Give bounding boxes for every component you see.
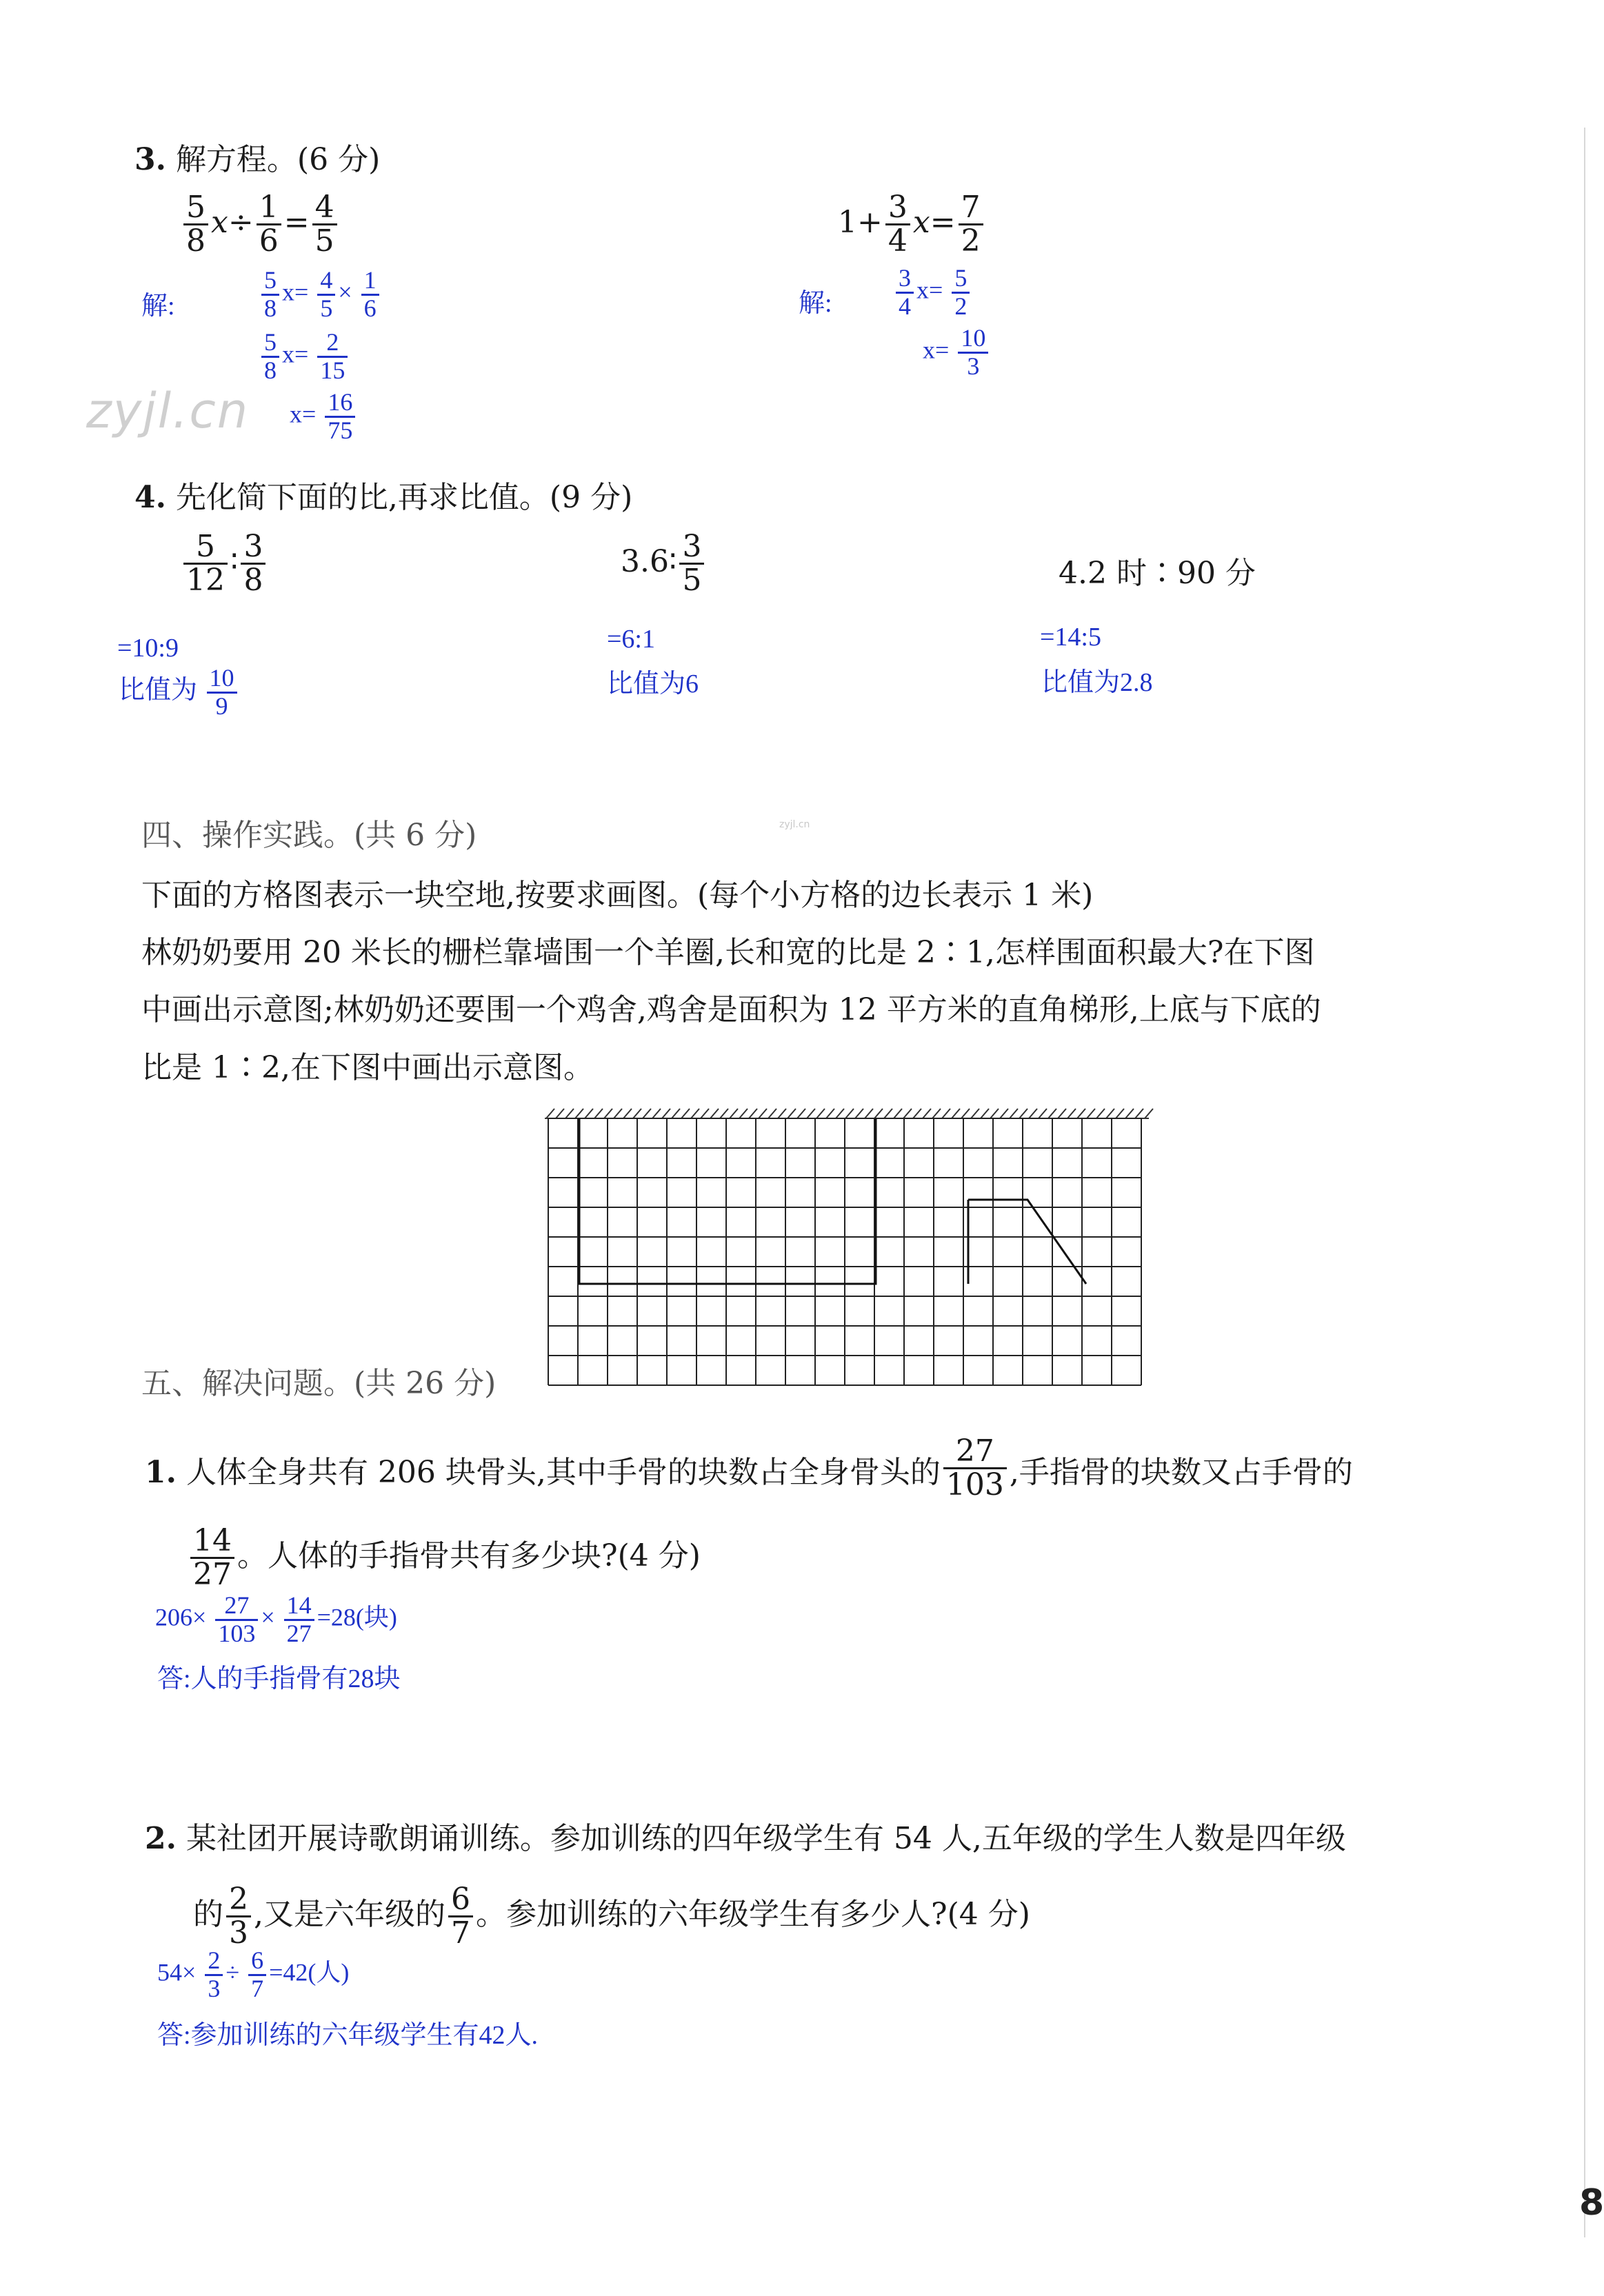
- wall-hatch-mark: [903, 1109, 912, 1118]
- wall-hatch-mark: [1077, 1109, 1085, 1118]
- wall-hatch-mark: [923, 1109, 931, 1118]
- q4-answer-3: =14:5: [1040, 623, 1101, 652]
- fraction: $\frac{3}{5}$: [679, 531, 704, 596]
- wall-hatch-mark: [778, 1109, 786, 1118]
- fraction: $\frac{1}{6}$: [257, 192, 281, 257]
- section-4-paragraph-1: 下面的方格图表示一块空地,按要求画图。(每个小方格的边长表示 1 米): [141, 878, 1094, 913]
- fraction: $\frac{5}{8}$: [183, 192, 208, 257]
- wall-hatch-mark: [546, 1109, 554, 1118]
- chicken-coop-trapezoid: [968, 1200, 1086, 1284]
- grid-lines: [548, 1118, 1141, 1385]
- wall-hatch-mark: [942, 1109, 950, 1118]
- wall-hatch-mark: [952, 1109, 960, 1118]
- wall-hatch-mark: [874, 1109, 883, 1118]
- fraction: $\frac{27}{103}$: [943, 1436, 1007, 1501]
- s5-q1-line1: 1. 人体全身共有 206 块骨头,其中手骨的块数占全身骨头的 $\frac{27}{103}$ ,手指骨的块数又占手骨的: [145, 1433, 1353, 1503]
- wall-hatch-mark: [768, 1109, 776, 1118]
- wall-hatch-mark: [633, 1109, 641, 1118]
- wall-hatch-mark: [730, 1109, 738, 1118]
- wall-hatch-mark: [1135, 1109, 1143, 1118]
- q3-answer-2-label: 解:: [799, 289, 832, 318]
- fraction: $\frac{27}{103}$: [215, 1593, 258, 1647]
- q4-heading: [134, 472, 632, 516]
- fraction: $\frac{2}{3}$: [226, 1884, 251, 1949]
- q4-value-1: 比值为 $\frac{10}{9}$: [119, 665, 240, 720]
- fraction: $\frac{3}{4}$: [885, 192, 910, 257]
- wall-hatch-mark: [932, 1109, 941, 1118]
- wall-hatch-mark: [623, 1109, 632, 1118]
- wall-hatch-mark: [1039, 1109, 1047, 1118]
- wall-hatch-mark: [1145, 1109, 1153, 1118]
- wall-hatch-mark: [1067, 1109, 1076, 1118]
- s5-q2-line2: 的 $\frac{2}{3}$ ,又是六年级的 $\frac{6}{7}$ 。参加训练的六年级学生有多少人?(4 分): [193, 1882, 1030, 1951]
- s5-q2-calculation: 54× $\frac{2}{3}$ ÷ $\frac{6}{7}$ =42(人): [157, 1946, 350, 2002]
- wall-hatch-mark: [788, 1109, 796, 1118]
- wall-hatch-mark: [971, 1109, 979, 1118]
- wall-hatch-mark: [739, 1109, 748, 1118]
- fraction: $\frac{3}{8}$: [241, 531, 265, 596]
- q4-value-2: 比值为6: [607, 669, 699, 698]
- wall-hatch-mark: [816, 1109, 825, 1118]
- wall-hatch-mark: [759, 1109, 767, 1118]
- s5-q1-line2: $\frac{14}{27}$ 。人体的手指骨共有多少块?(4 分): [188, 1525, 701, 1591]
- wall-hatch-mark: [865, 1109, 873, 1118]
- q3-heading: [134, 134, 380, 179]
- fraction: $\frac{5}{2}$: [952, 265, 970, 320]
- wall-hatch-mark: [749, 1109, 757, 1118]
- q3-title: 解方程。(6 分): [175, 142, 381, 177]
- section-5-title: 五、解决问题。(共 26 分): [141, 1366, 497, 1401]
- fraction: $\frac{6}{7}$: [448, 1884, 473, 1949]
- fraction: $\frac{10}{9}$: [207, 665, 237, 720]
- wall-hatch-mark: [884, 1109, 892, 1118]
- section-4-paragraph-2: 林奶奶要用 20 米长的栅栏靠墙围一个羊圈,长和宽的比是 2∶1,怎样围面积最大?在下图: [141, 935, 1315, 970]
- fraction: $\frac{5}{12}$: [183, 531, 228, 596]
- wall-hatch-mark: [913, 1109, 921, 1118]
- watermark-small: zyjl.cn: [779, 819, 810, 830]
- fraction: $\frac{4}{5}$: [312, 192, 337, 257]
- square-grid-figure: [538, 1096, 1159, 1386]
- wall-hatch-mark: [556, 1109, 564, 1118]
- wall-hatch-mark: [894, 1109, 902, 1118]
- wall-hatch-mark: [701, 1109, 709, 1118]
- s5-q2-answer: 答:参加训练的六年级学生有42人.: [157, 2021, 539, 2050]
- fraction: $\frac{5}{8}$: [261, 268, 279, 322]
- wall-hatch-mark: [585, 1109, 593, 1118]
- wall-hatch-mark: [604, 1109, 612, 1118]
- q3-answer-1-label: 解:: [141, 292, 175, 321]
- wall-hatch-mark: [594, 1109, 603, 1118]
- fraction: $\frac{6}{7}$: [248, 1948, 266, 2002]
- s5-q1-calculation: 206× $\frac{27}{103}$ × $\frac{14}{27}$ =28(块): [155, 1591, 397, 1647]
- fraction: $\frac{10}{3}$: [958, 325, 988, 380]
- wall-hatch-mark: [990, 1109, 999, 1118]
- page-edge-line: [1584, 128, 1585, 2237]
- wall-hatch-mark: [575, 1109, 583, 1118]
- fraction: $\frac{2}{3}$: [205, 1948, 223, 2002]
- fraction: $\frac{14}{27}$: [284, 1593, 314, 1647]
- fraction: $\frac{16}{75}$: [325, 390, 355, 444]
- q4-ratio-2: 3.6∶ $\frac{3}{5}$: [621, 531, 707, 596]
- wall-hatch-mark: [1048, 1109, 1056, 1118]
- wall-hatch-mark: [981, 1109, 989, 1118]
- wall-hatch-mark: [807, 1109, 815, 1118]
- wall-hatch-mark: [797, 1109, 805, 1118]
- wall-hatch-mark: [672, 1109, 680, 1118]
- wall-hatch-mark: [652, 1109, 661, 1118]
- wall-hatch-mark: [1000, 1109, 1008, 1118]
- wall-hatch-mark: [1116, 1109, 1124, 1118]
- wall-hatch-mark: [691, 1109, 699, 1118]
- wall-hatch-mark: [720, 1109, 728, 1118]
- q3-answer-1-line3: x= $\frac{16}{75}$: [290, 390, 358, 444]
- s5-q2-line1: 2. 某社团开展诗歌朗诵训练。参加训练的四年级学生有 54 人,五年级的学生人数是四年级: [145, 1821, 1346, 1856]
- q3-number: 3.: [134, 142, 166, 177]
- q3-answer-1-line1: $\frac{5}{8}$ x= $\frac{4}{5}$ × $\frac{1}{6}$: [259, 268, 382, 322]
- wall-hatch-mark: [1010, 1109, 1018, 1118]
- wall-hatch-mark: [614, 1109, 622, 1118]
- wall-hatch-mark: [1087, 1109, 1095, 1118]
- q3-equation-2: 1+ $\frac{3}{4}$ x= $\frac{7}{2}$: [838, 192, 986, 257]
- fraction: $\frac{4}{5}$: [317, 268, 335, 322]
- q3-equation-1: $\frac{5}{8}$ x÷ $\frac{1}{6}$ = $\frac{4}{5}$: [181, 192, 340, 257]
- wall-hatch-mark: [1096, 1109, 1105, 1118]
- section-4-paragraph-3: 中画出示意图;林奶奶还要围一个鸡舍,鸡舍是面积为 12 平方米的直角梯形,上底与下底的: [141, 992, 1321, 1027]
- section-4-paragraph-4: 比是 1∶2,在下图中画出示意图。: [141, 1050, 594, 1085]
- wall-hatch-mark: [681, 1109, 690, 1118]
- fraction: $\frac{2}{15}$: [317, 330, 348, 384]
- q4-number: 4.: [134, 480, 166, 515]
- wall-hatch-mark: [1019, 1109, 1027, 1118]
- s5-q1-answer: 答:人的手指骨有28块: [157, 1664, 401, 1693]
- section-4-title: 四、操作实践。(共 6 分): [141, 818, 477, 853]
- fraction: $\frac{14}{27}$: [190, 1525, 234, 1591]
- wall-hatch-mark: [826, 1109, 834, 1118]
- q4-title: 先化简下面的比,再求比值。(9 分): [175, 480, 633, 515]
- q4-value-3: 比值为2.8: [1041, 668, 1153, 697]
- wall-hatch-mark: [1125, 1109, 1134, 1118]
- wall-hatch-mark: [855, 1109, 863, 1118]
- q3-answer-1-line2: $\frac{5}{8}$ x= $\frac{2}{15}$: [259, 330, 350, 384]
- wall-hatch-mark: [961, 1109, 970, 1118]
- q4-answer-1: =10:9: [117, 634, 179, 663]
- wall-hatch-marks: [546, 1109, 1153, 1118]
- q3-answer-2-line2: x= $\frac{10}{3}$: [923, 325, 991, 380]
- q4-ratio-1: $\frac{5}{12}$ ∶ $\frac{3}{8}$: [181, 531, 268, 596]
- wall-hatch-mark: [1029, 1109, 1037, 1118]
- fraction: $\frac{7}{2}$: [959, 192, 983, 257]
- q3-answer-2-line1: $\frac{3}{4}$ x= $\frac{5}{2}$: [893, 265, 972, 320]
- sheep-pen-rectangle: [579, 1118, 876, 1284]
- watermark-logo: zyjl.cn: [86, 383, 250, 439]
- wall-hatch-mark: [662, 1109, 670, 1118]
- wall-hatch-mark: [845, 1109, 854, 1118]
- q4-ratio-3: 4.2 时∶90 分: [1059, 556, 1256, 591]
- wall-hatch-mark: [643, 1109, 651, 1118]
- wall-hatch-mark: [710, 1109, 719, 1118]
- wall-hatch-mark: [565, 1109, 574, 1118]
- wall-hatch-mark: [1058, 1109, 1066, 1118]
- wall-hatch-mark: [836, 1109, 844, 1118]
- fraction: $\frac{3}{4}$: [896, 265, 914, 320]
- fraction: $\frac{5}{8}$: [261, 330, 279, 384]
- wall-hatch-mark: [1106, 1109, 1114, 1118]
- fraction: $\frac{1}{6}$: [361, 268, 379, 322]
- page-number: 8: [1579, 2182, 1604, 2224]
- q4-answer-2: =6:1: [607, 625, 655, 654]
